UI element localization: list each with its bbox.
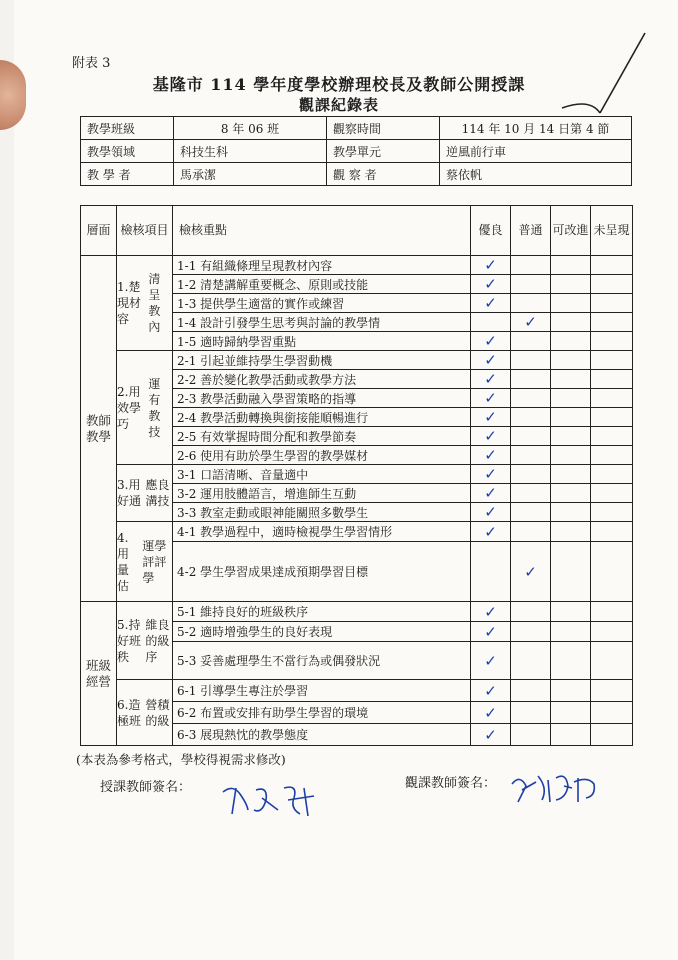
- item-text: 4-1 教學過程中，適時檢視學生學習情形: [173, 522, 471, 542]
- table-row: [81, 256, 633, 275]
- observer-value: 蔡依帆: [440, 163, 632, 186]
- dimension-1: 1.楚現材容 清呈教內: [117, 256, 173, 351]
- form-title: 基隆市 114 學年度學校辦理校長及教師公開授課: [152, 75, 526, 94]
- item-text: 2-3 教學活動融入學習策略的指導: [173, 389, 471, 408]
- time-value: 114 年 10 月 14 日第 4 節: [440, 117, 632, 140]
- check-mark: ✓: [471, 294, 511, 313]
- check-mark: ✓: [471, 602, 511, 622]
- check-mark: ✓: [471, 332, 511, 351]
- domain-value: 科技生科: [174, 140, 327, 163]
- item-text: 3-2 運用肢體語言，增進師生互動: [173, 484, 471, 503]
- dimension-4: 4.用量估 運學評評學: [117, 522, 173, 602]
- item-text: 1-3 提供學生適當的實作或練習: [173, 294, 471, 313]
- item-text: 2-6 使用有助於學生學習的教學媒材: [173, 446, 471, 465]
- teacher-value: 馬承潔: [174, 163, 327, 186]
- info-row: [81, 163, 632, 186]
- check-mark: ✓: [471, 351, 511, 370]
- check-mark: ✓: [471, 503, 511, 522]
- form-subtitle: 觀課紀錄表: [298, 96, 379, 114]
- info-label: 教學班級: [81, 117, 174, 140]
- table-row: [81, 602, 633, 622]
- check-mark: ✓: [471, 408, 511, 427]
- table-row: [81, 465, 633, 484]
- item-text: 6-2 布置或安排有助學生學習的環境: [173, 702, 471, 724]
- item-text: 1-2 清楚講解重要概念、原則或技能: [173, 275, 471, 294]
- rating-normal-header: 普通: [511, 206, 551, 256]
- info-row: [81, 140, 632, 163]
- category-class-management: 班級經營: [81, 602, 117, 746]
- check-mark: ✓: [511, 542, 551, 602]
- check-mark: ✓: [471, 256, 511, 275]
- item-text: 1-5 適時歸納學習重點: [173, 332, 471, 351]
- check-mark: ✓: [471, 446, 511, 465]
- class-value: 8 年 06 班: [174, 117, 327, 140]
- item-text: 5-1 維持良好的班級秩序: [173, 602, 471, 622]
- check-mark: ✓: [471, 702, 511, 724]
- teacher-signature: [218, 780, 328, 820]
- table-header-row: [81, 206, 633, 256]
- check-mark: ✓: [471, 680, 511, 702]
- check-mark: ✓: [471, 642, 511, 680]
- item-text: 6-1 引導學生專注於學習: [173, 680, 471, 702]
- observer-signature: [508, 768, 608, 808]
- item-text: 1-1 有組織條理呈現教材內容: [173, 256, 471, 275]
- observation-table: [80, 205, 633, 746]
- teacher-signature-label: 授課教師簽名：: [100, 780, 192, 795]
- item-text: 5-2 適時增強學生的良好表現: [173, 622, 471, 642]
- check-mark: ✓: [471, 522, 511, 542]
- check-mark: ✓: [471, 370, 511, 389]
- info-label: 觀察時間: [327, 117, 440, 140]
- rating-none-header: 未呈現: [591, 206, 633, 256]
- item-text: 6-3 展現熱忱的教學態度: [173, 724, 471, 746]
- rating-excellent-header: 優良: [471, 206, 511, 256]
- item-header: 檢核項目: [117, 206, 173, 256]
- info-label: 教學領域: [81, 140, 174, 163]
- rating-improve-header: 可改進: [551, 206, 591, 256]
- item-text: 2-5 有效掌握時間分配和教學節奏: [173, 427, 471, 446]
- annex-label: 附表 3: [72, 56, 111, 71]
- dimension-3: 3.用好通 應良溝技: [117, 465, 173, 522]
- check-mark: ✓: [471, 389, 511, 408]
- unit-value: 逆風前行車: [440, 140, 632, 163]
- table-row: [81, 680, 633, 702]
- info-label: 觀 察 者: [327, 163, 440, 186]
- category-teaching: 教師教學: [81, 256, 117, 602]
- item-text: 2-4 教學活動轉換與銜接能順暢進行: [173, 408, 471, 427]
- item-text: 1-4 設計引發學生思考與討論的教學情: [173, 313, 471, 332]
- dimension-2: 2.用效學巧 運有教技: [117, 351, 173, 465]
- check-mark: ✓: [471, 465, 511, 484]
- check-mark: ✓: [471, 622, 511, 642]
- check-mark: ✓: [471, 724, 511, 746]
- check-mark: ✓: [471, 484, 511, 503]
- info-label: 教 學 者: [81, 163, 174, 186]
- table-row: [81, 351, 633, 370]
- check-mark: ✓: [471, 427, 511, 446]
- item-text: 4-2 學生學習成果達成預期學習目標: [173, 542, 471, 602]
- info-label: 教學單元: [327, 140, 440, 163]
- observer-signature-label: 觀課教師簽名：: [405, 776, 497, 791]
- check-mark: ✓: [471, 275, 511, 294]
- dimension-5: 5.持好班秩 維良的級序: [117, 602, 173, 680]
- footnote: (本表為參考格式，學校得視需求修改): [76, 752, 286, 767]
- points-header: 檢核重點: [173, 206, 471, 256]
- info-table: [80, 116, 632, 186]
- item-text: 5-3 妥善處理學生不當行為或偶發狀況: [173, 642, 471, 680]
- level-header: 層面: [81, 206, 117, 256]
- table-row: [81, 522, 633, 542]
- item-text: 3-1 口語清晰、音量適中: [173, 465, 471, 484]
- item-text: 2-2 善於變化教學活動或教學方法: [173, 370, 471, 389]
- item-text: 3-3 教室走動或眼神能關照多數學生: [173, 503, 471, 522]
- check-mark: ✓: [511, 313, 551, 332]
- dimension-6: 6.造極班 營積的級: [117, 680, 173, 746]
- item-text: 2-1 引起並維持學生學習動機: [173, 351, 471, 370]
- info-row: [81, 117, 632, 140]
